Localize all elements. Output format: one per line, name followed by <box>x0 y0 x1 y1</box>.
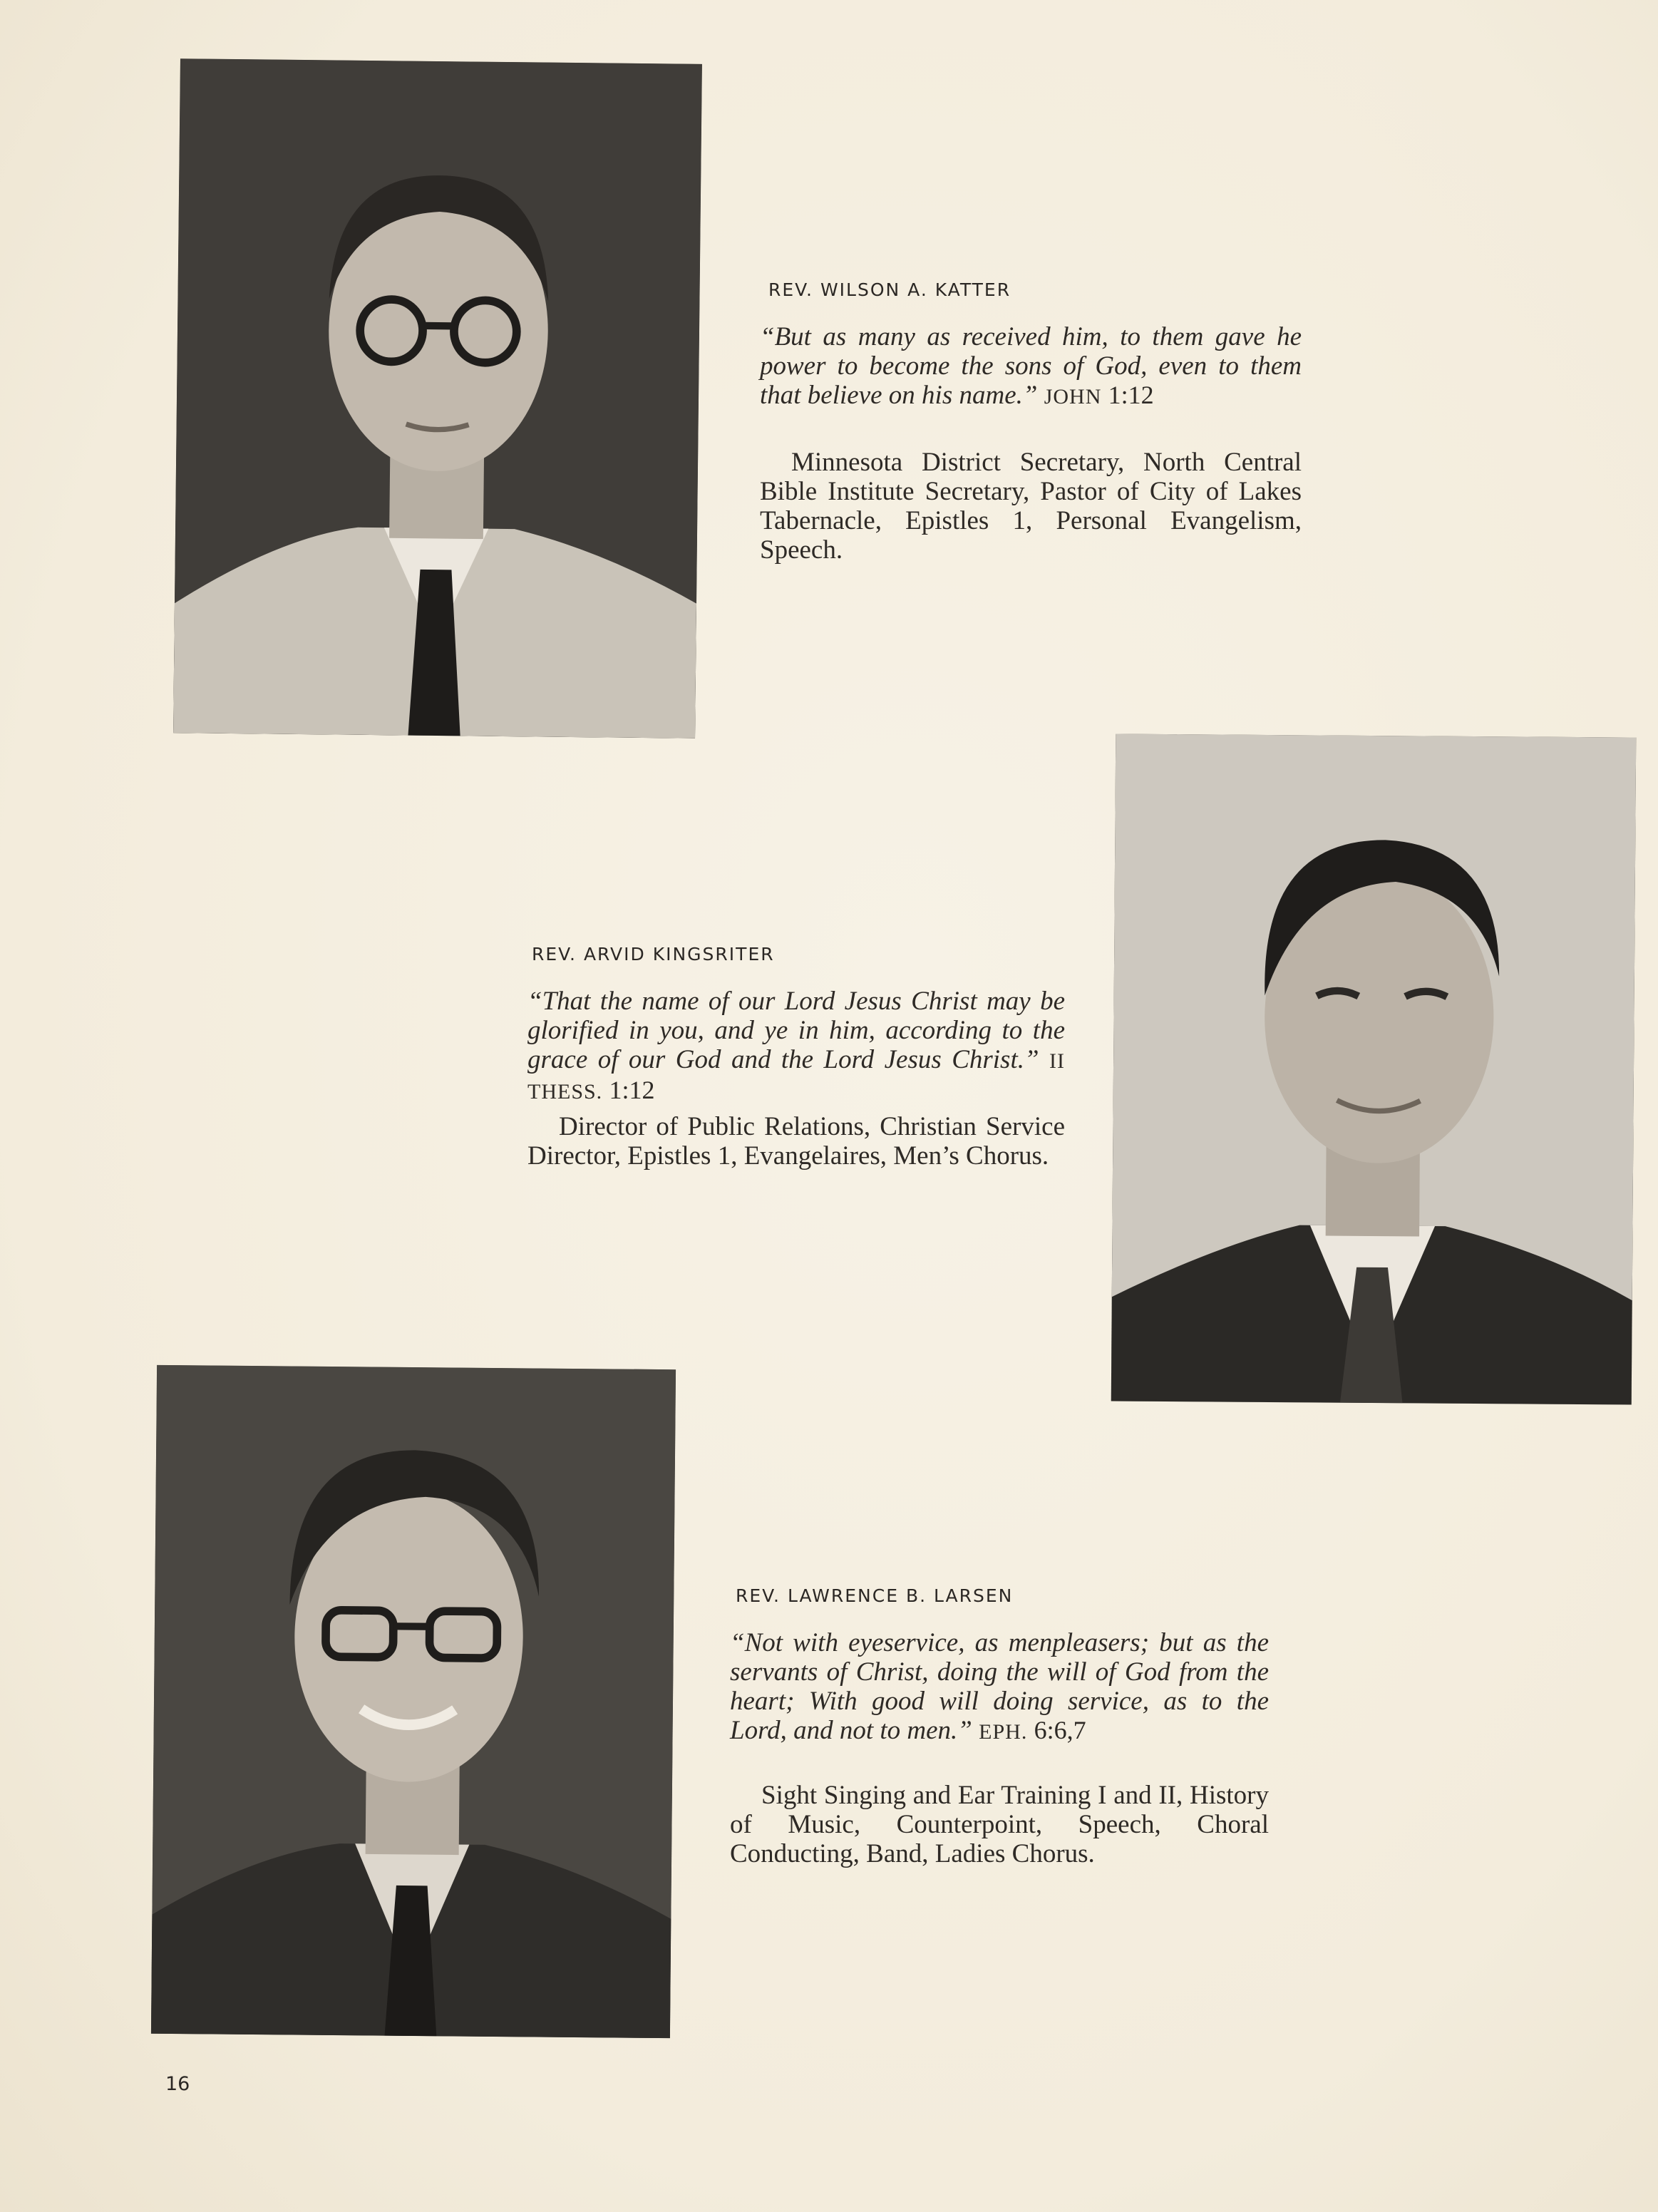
scripture-verse: 1:12 <box>609 1076 655 1104</box>
entry-name: REV. WILSON A. KATTER <box>768 279 1011 300</box>
entry-description: Director of Public Relations, Christian Service Director, Epistles 1, Evangelaires, Men’s Chorus. <box>527 1112 1065 1171</box>
scripture-book: EPH. <box>979 1720 1028 1744</box>
quote-text: “But as many as received him, to them gave he power to become the sons of God, even to them that believe on his name.” <box>760 322 1302 410</box>
entry-name: REV. LAWRENCE B. LARSEN <box>736 1585 1014 1606</box>
scripture-verse: 1:12 <box>1108 381 1154 409</box>
page-number: 16 <box>165 2073 190 2095</box>
scripture-verse: 6:6,7 <box>1034 1716 1086 1744</box>
portrait-photo-katter <box>173 58 702 739</box>
entry-quote <box>760 322 1302 411</box>
scripture-book: II THESS. <box>527 1049 1065 1104</box>
entry-description: Sight Singing and Ear Training I and II, History of Music, Counterpoint, Speech, Choral Conducting, Band, Ladies Chorus. <box>730 1781 1269 1868</box>
scripture-book: JOHN <box>1044 385 1102 408</box>
entry-name: REV. ARVID KINGSRITER <box>532 944 775 964</box>
entry-description: Minnesota District Secretary, North Central Bible Institute Secretary, Pastor of City of Lakes Tabernacle, Epistles 1, Personal Evangelism, Speech. <box>760 448 1302 565</box>
quote-text: “That the name of our Lord Jesus Christ may be glorified in you, and ye in him, according to the grace of our God and the Lord Jesus Christ.” <box>527 987 1065 1074</box>
portrait-photo-kingsriter <box>1111 734 1637 1404</box>
portrait-photo-larsen <box>151 1365 676 2038</box>
entry-quote <box>527 987 1065 1106</box>
quote-text: “Not with eyeservice, as menpleasers; but as the servants of Christ, doing the will of God from the heart; With good will doing service, as to the Lord, and not to men.” <box>730 1628 1269 1745</box>
entry-quote <box>730 1628 1269 1747</box>
